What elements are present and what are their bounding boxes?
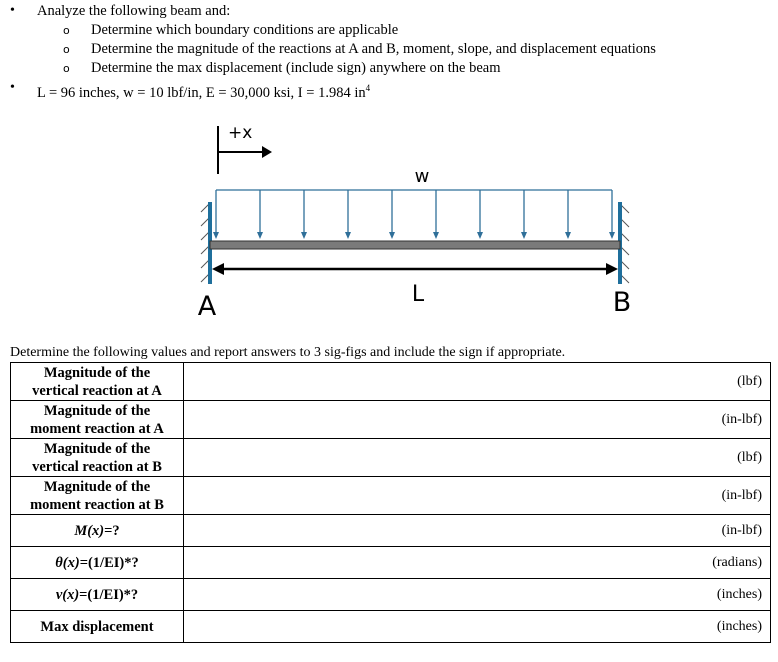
label-line2: moment reaction at A	[30, 420, 164, 437]
row-label	[11, 547, 184, 579]
sub-bullet-2	[63, 40, 656, 59]
answer-cell-reaction-b[interactable]	[184, 439, 771, 477]
load-arrows	[213, 190, 615, 239]
unit-label: (lbf)	[737, 373, 762, 389]
parameters-value: L = 96 inches, w = 10 lbf/in, E = 30,000 ksi, I = 1.984 in	[37, 85, 366, 101]
analyze-text: Analyze the following beam and:	[37, 3, 231, 19]
row-label	[11, 439, 184, 477]
load-arrow-head	[609, 232, 615, 239]
label-line1: Magnitude of the	[43, 478, 151, 495]
bullet-glyph: •	[10, 3, 15, 18]
table-row	[11, 611, 771, 643]
support-b-label: B	[612, 287, 632, 318]
label-line2: vertical reaction at B	[32, 458, 162, 475]
instruction-text: Determine the following values and report answers to 3 sig-figs and include the sign if appropriate.	[10, 345, 566, 360]
sub-bullet-text: Determine the magnitude of the reactions at A and B, moment, slope, and displacement equations	[91, 41, 656, 57]
answer-table	[10, 362, 771, 643]
answer-cell-slope-equation[interactable]	[184, 547, 771, 579]
unit-label: (in-lbf)	[721, 487, 762, 503]
unit-label: (in-lbf)	[721, 522, 762, 538]
support-a-label: A	[197, 291, 217, 322]
label-line2: vertical reaction at A	[32, 382, 162, 399]
load-arrow-head	[433, 232, 439, 239]
dimension-arrow-right	[606, 263, 618, 275]
table-row	[11, 579, 771, 611]
answer-cell-max-displacement[interactable]	[184, 611, 771, 643]
sub-bullet-glyph: o	[63, 43, 70, 56]
load-arrow-head	[565, 232, 571, 239]
load-arrow-head	[389, 232, 395, 239]
table-row	[11, 547, 771, 579]
label-line1: Magnitude of the	[43, 440, 151, 457]
unit-label: (inches)	[716, 618, 762, 634]
distributed-load	[213, 190, 615, 239]
load-arrow-head	[521, 232, 527, 239]
table-row	[11, 401, 771, 439]
label-rest: =(1/EI)*?	[79, 554, 139, 571]
table-row	[11, 515, 771, 547]
label-line1: Magnitude of the	[43, 402, 151, 419]
math-label: v(x)	[55, 586, 80, 603]
length-label: L	[411, 282, 425, 307]
beam	[210, 241, 620, 249]
unit-label: (inches)	[716, 586, 762, 602]
load-arrow-head	[345, 232, 351, 239]
sub-bullet-glyph: o	[63, 62, 70, 75]
label-line2: moment reaction at B	[30, 496, 164, 513]
load-label: w	[414, 166, 430, 187]
label-rest: =(1/EI)*?	[79, 586, 139, 603]
beam-diagram	[0, 112, 778, 327]
label-line1: Max displacement	[40, 618, 154, 635]
unit-label: (lbf)	[737, 449, 762, 465]
exponent: 4	[365, 83, 371, 93]
unit-label: (radians)	[712, 554, 762, 570]
label-rest: =?	[104, 522, 120, 539]
dimension-arrow-left	[212, 263, 224, 275]
row-label	[11, 401, 184, 439]
x-axis-indicator	[218, 123, 272, 174]
table-row	[11, 477, 771, 515]
row-label	[11, 515, 184, 547]
parameters-text	[37, 79, 370, 102]
answer-cell-moment-equation[interactable]	[184, 515, 771, 547]
axis-label: +x	[228, 123, 253, 143]
table-row	[11, 363, 771, 401]
axis-arrow-head	[262, 146, 272, 158]
unit-label: (in-lbf)	[721, 411, 762, 427]
math-label: M(x)	[74, 522, 105, 539]
answer-cell-moment-b[interactable]	[184, 477, 771, 515]
sub-bullet-3	[63, 59, 500, 78]
length-dimension	[212, 263, 618, 275]
answer-cell-displacement-equation[interactable]	[184, 579, 771, 611]
load-arrow-head	[301, 232, 307, 239]
row-label	[11, 579, 184, 611]
sub-bullet-1	[63, 21, 398, 40]
math-label: θ(x)	[55, 554, 80, 571]
sub-bullet-text: Determine which boundary conditions are applicable	[91, 22, 399, 38]
answer-cell-moment-a[interactable]	[184, 401, 771, 439]
row-label	[11, 363, 184, 401]
load-arrow-head	[257, 232, 263, 239]
bullet-glyph: •	[10, 80, 15, 95]
answer-cell-reaction-a[interactable]	[184, 363, 771, 401]
table-row	[11, 439, 771, 477]
row-label	[11, 611, 184, 643]
row-label	[11, 477, 184, 515]
sub-bullet-text: Determine the max displacement (include sign) anywhere on the beam	[91, 60, 501, 76]
load-arrow-head	[477, 232, 483, 239]
load-arrow-head	[213, 232, 219, 239]
sub-bullet-glyph: o	[63, 24, 70, 37]
label-line1: Magnitude of the	[43, 364, 151, 381]
